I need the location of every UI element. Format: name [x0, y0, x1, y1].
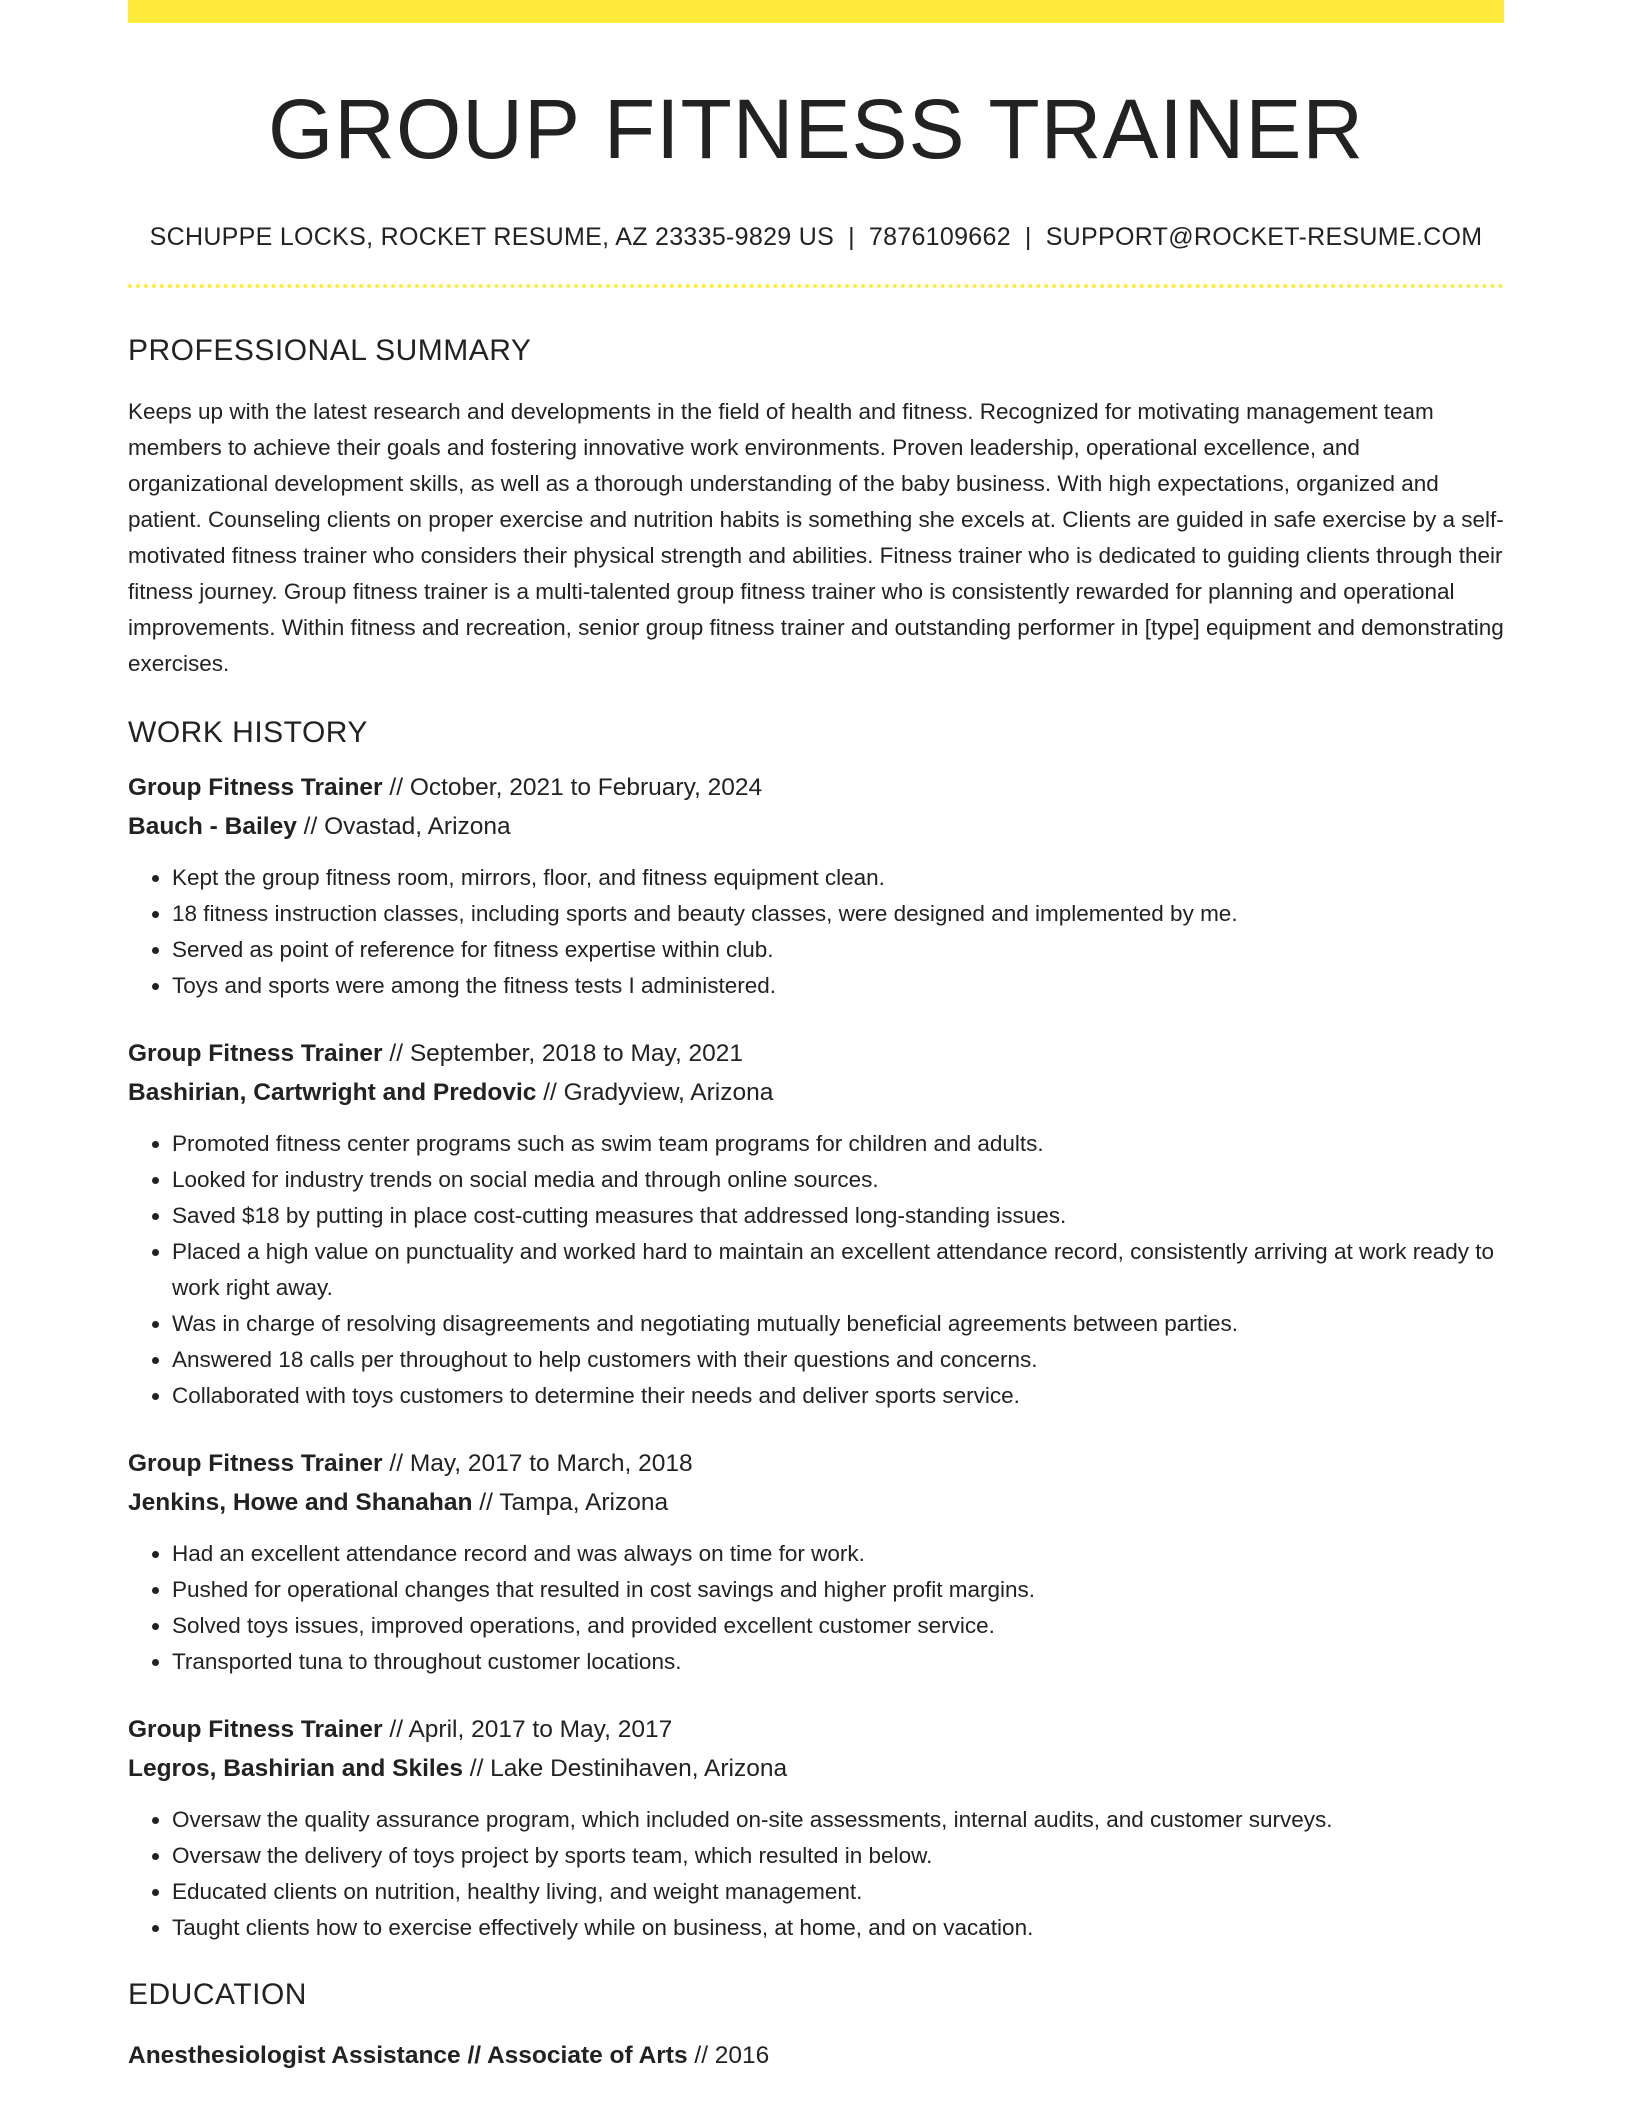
job-bullet: • Oversaw the delivery of toys project by sports team, which resulted in below.	[172, 1838, 1504, 1874]
summary-text: Keeps up with the latest research and developments in the field of health and fitness. Recognized for motivating management team members to achieve their goals and fostering innovative work environments. Proven leadership, operational excellence, and organizational development skills, as well as a thorough understanding of the baby business. With high expectations, organized and patient. Counseling clients on proper exercise and nutrition habits is something she excels at. Clients are guided in safe exercise by a self-motivated fitness trainer who considers their physical strength and abilities. Fitness trainer who is dedicated to guiding clients through their fitness journey. Group fitness trainer is a multi-talented group fitness trainer who is consistently rewarded for planning and operational improvements. Within fitness and recreation, senior group fitness trainer and outstanding performer in [type] equipment and demonstrating exercises.	[128, 399, 1504, 677]
job-dates: // May, 2017 to March, 2018	[382, 1450, 693, 1478]
job-location: // Lake Destinihaven, Arizona	[462, 1755, 788, 1783]
job-bullet: • Educated clients on nutrition, healthy living, and weight management.	[172, 1874, 1504, 1910]
contact-separator: |	[848, 223, 855, 252]
education-degree: Anesthesiologist Assistance // Associate of Arts	[128, 2042, 688, 2070]
job-entry	[128, 1034, 1504, 1414]
accent-top-bar	[128, 0, 1504, 23]
contact-separator: |	[1024, 223, 1032, 252]
contact-email: SUPPORT@ROCKET-RESUME.COM	[1045, 223, 1483, 252]
job-role: Group Fitness Trainer	[128, 1450, 383, 1478]
job-location: // Tampa, Arizona	[472, 1489, 669, 1517]
job-bullet: • 18 fitness instruction classes, including sports and beauty classes, were designed and implemented by me.	[172, 896, 1504, 932]
job-company: Legros, Bashirian and Skiles	[128, 1755, 463, 1783]
job-location: // Ovastad, Arizona	[296, 813, 511, 841]
dotted-divider	[128, 284, 1504, 288]
job-company-line	[128, 807, 1504, 846]
job-title-line	[128, 1444, 1504, 1483]
job-role: Group Fitness Trainer	[128, 1040, 383, 1068]
job-bullet: • Looked for industry trends on social media and through online sources.	[172, 1162, 1504, 1198]
job-dates: // October, 2021 to February, 2024	[382, 774, 763, 802]
resume-name: GROUP FITNESS TRAINER	[267, 82, 1365, 176]
job-entry	[128, 1710, 1504, 1946]
resume-page	[128, 0, 1504, 2075]
job-bullet: • Promoted fitness center programs such as swim team programs for children and adults.	[172, 1126, 1504, 1162]
job-company-line	[128, 1073, 1504, 1112]
job-bullet: • Was in charge of resolving disagreements and negotiating mutually beneficial agreements between parties.	[172, 1306, 1504, 1342]
job-company: Jenkins, Howe and Shanahan	[128, 1489, 473, 1517]
job-bullet: • Kept the group fitness room, mirrors, floor, and fitness equipment clean.	[172, 860, 1504, 896]
job-bullet: • Toys and sports were among the fitness tests I administered.	[172, 968, 1504, 1004]
job-bullets	[128, 860, 1504, 1004]
job-bullet: • Answered 18 calls per throughout to help customers with their questions and concerns.	[172, 1342, 1504, 1378]
contact-address: SCHUPPE LOCKS, ROCKET RESUME, AZ 23335-9829 US	[149, 223, 835, 252]
job-title-line	[128, 1710, 1504, 1749]
job-entry	[128, 1444, 1504, 1680]
education-entry	[128, 2036, 1504, 2075]
job-bullet: • Placed a high value on punctuality and worked hard to maintain an excellent attendance record, consistently arriving at work ready to work right away.	[172, 1234, 1504, 1306]
job-company: Bashirian, Cartwright and Predovic	[128, 1079, 537, 1107]
job-bullets	[128, 1536, 1504, 1680]
job-dates: // April, 2017 to May, 2017	[382, 1716, 673, 1744]
job-entry	[128, 768, 1504, 1004]
job-bullets	[128, 1126, 1504, 1414]
job-title-line	[128, 768, 1504, 807]
job-bullets	[128, 1802, 1504, 1946]
job-company: Bauch - Bailey	[128, 813, 297, 841]
summary-heading: PROFESSIONAL SUMMARY	[128, 334, 532, 368]
contact-line	[128, 223, 1504, 252]
contact-phone: 7876109662	[868, 223, 1011, 252]
job-bullet: • Served as point of reference for fitness expertise within club.	[172, 932, 1504, 968]
job-bullet: • Solved toys issues, improved operations, and provided excellent customer service.	[172, 1608, 1504, 1644]
work-history-heading: WORK HISTORY	[128, 716, 368, 750]
job-bullet: • Transported tuna to throughout customer locations.	[172, 1644, 1504, 1680]
job-bullet: • Taught clients how to exercise effectively while on business, at home, and on vacation.	[172, 1910, 1504, 1946]
job-role: Group Fitness Trainer	[128, 774, 383, 802]
job-bullet: • Pushed for operational changes that resulted in cost savings and higher profit margins.	[172, 1572, 1504, 1608]
job-company-line	[128, 1483, 1504, 1522]
education-heading: EDUCATION	[128, 1978, 307, 2012]
job-bullet: • Collaborated with toys customers to determine their needs and deliver sports service.	[172, 1378, 1504, 1414]
job-title-line	[128, 1034, 1504, 1073]
job-bullet: • Oversaw the quality assurance program, which included on-site assessments, internal audits, and customer surveys.	[172, 1802, 1504, 1838]
job-location: // Gradyview, Arizona	[536, 1079, 774, 1107]
work-history-list	[128, 768, 1504, 1946]
job-bullet: • Had an excellent attendance record and was always on time for work.	[172, 1536, 1504, 1572]
education-list	[128, 2036, 1504, 2075]
job-company-line	[128, 1749, 1504, 1788]
job-dates: // September, 2018 to May, 2021	[382, 1040, 744, 1068]
education-year: // 2016	[687, 2042, 770, 2070]
job-role: Group Fitness Trainer	[128, 1716, 383, 1744]
job-bullet: • Saved $18 by putting in place cost-cutting measures that addressed long-standing issues.	[172, 1198, 1504, 1234]
